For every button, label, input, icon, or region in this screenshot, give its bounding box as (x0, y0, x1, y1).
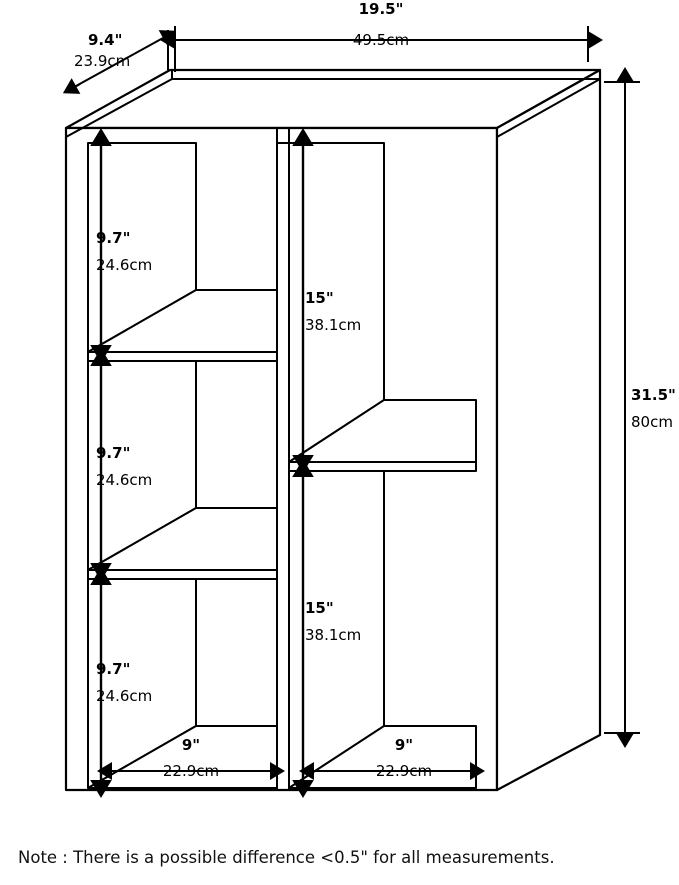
shelf-left-upper-edge (88, 352, 277, 361)
left-cube-middle-metric: 24.6cm (96, 471, 153, 489)
right-cube-bottom-imperial: 15" (305, 599, 334, 617)
left-cube-bottom-imperial: 9.7" (96, 660, 131, 678)
right-cube-width-metric: 22.9cm (375, 762, 433, 780)
left-cube-bottom-metric: 24.6cm (96, 687, 153, 705)
shelf-right-edge (289, 462, 476, 471)
overall-height-imperial: 31.5" (631, 386, 676, 404)
overall-width-imperial: 19.5" (358, 0, 404, 18)
right-side-face (497, 70, 600, 790)
overall-height-metric: 80cm (631, 413, 673, 431)
right-cube-width-imperial: 9" (394, 736, 414, 754)
right-cube-top-imperial: 15" (305, 289, 334, 307)
left-cube-width-metric: 22.9cm (162, 762, 220, 780)
left-cube-width-imperial: 9" (181, 736, 201, 754)
shelf-left-lower-edge (88, 570, 277, 579)
overall-depth-imperial: 9.4" (88, 31, 123, 49)
right-cube-bottom-metric: 38.1cm (305, 626, 362, 644)
overall-depth-metric: 23.9cm (74, 52, 131, 70)
left-cube-top-metric: 24.6cm (96, 256, 153, 274)
measurement-note: Note : There is a possible difference <0.5" for all measurements. (18, 848, 555, 867)
overall-width-metric: 49.5cm (352, 31, 410, 49)
left-cube-top-imperial: 9.7" (96, 229, 131, 247)
left-cube-middle-imperial: 9.7" (96, 444, 131, 462)
right-cube-top-metric: 38.1cm (305, 316, 362, 334)
dim-overall-height (604, 82, 640, 733)
